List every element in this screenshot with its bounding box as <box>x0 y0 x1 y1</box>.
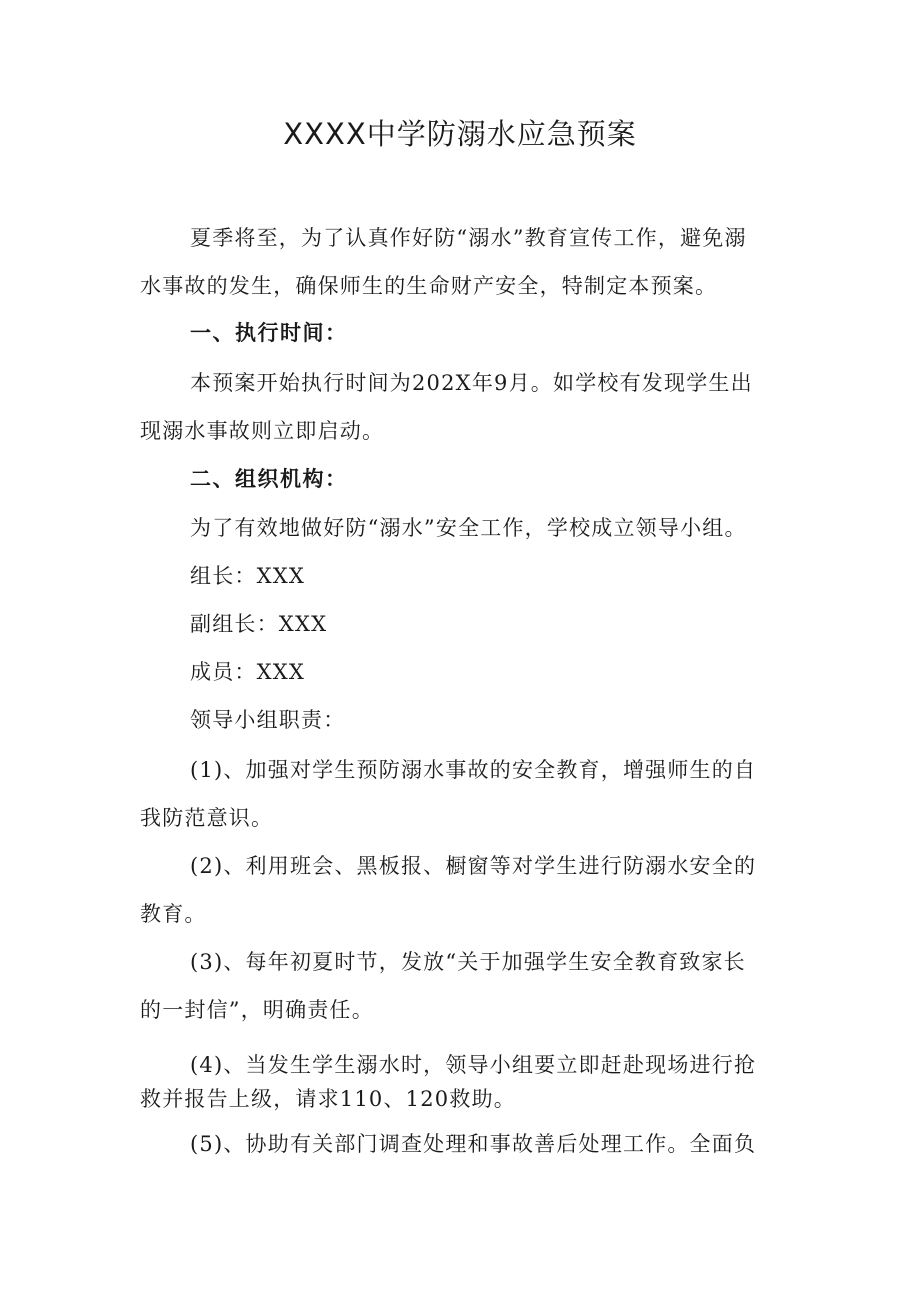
duty-4-line-1: (4)、当发生学生溺水时，领导小组要立即赶赴现场进行抢 <box>190 1053 757 1077</box>
duty-2-line-2: 教育。 <box>140 902 207 926</box>
duties-label: 领导小组职责： <box>190 708 346 732</box>
duty-5-line-1: (5)、协助有关部门调查处理和事故善后处理工作。全面负 <box>190 1132 757 1156</box>
group-leader: 组长：XXX <box>190 564 306 588</box>
section-2-intro: 为了有效地做好防“溺水”安全工作，学校成立领导小组。 <box>190 516 747 540</box>
duty-4-line-2: 救并报告上级，请求110、120救助。 <box>140 1087 516 1111</box>
duty-1-line-2: 我防范意识。 <box>140 806 274 830</box>
duty-3-line-1: (3)、每年初夏时节，发放“关于加强学生安全教育致家长 <box>190 950 746 974</box>
intro-line-1: 夏季将至，为了认真作好防“溺水”教育宣传工作，避免溺 <box>190 226 747 250</box>
duty-1-line-1: (1)、加强对学生预防溺水事故的安全教育，增强师生的自 <box>190 758 757 782</box>
duty-2-line-1: (2)、利用班会、黑板报、橱窗等对学生进行防溺水安全的 <box>190 854 757 878</box>
document-title: XXXX中学防溺水应急预案 <box>283 117 637 151</box>
section-1-line-1: 本预案开始执行时间为202X年9月。如学校有发现学生出 <box>190 371 753 395</box>
section-1-line-2: 现溺水事故则立即启动。 <box>140 419 385 443</box>
deputy-leader: 副组长：XXX <box>190 612 328 636</box>
section-1-heading: 一、执行时间： <box>190 321 348 345</box>
group-members: 成员：XXX <box>190 660 306 684</box>
section-2-heading: 二、组织机构： <box>190 467 348 491</box>
duty-3-line-2: 的一封信”，明确责任。 <box>140 998 374 1022</box>
intro-line-2: 水事故的发生，确保师生的生命财产安全，特制定本预案。 <box>140 274 718 298</box>
